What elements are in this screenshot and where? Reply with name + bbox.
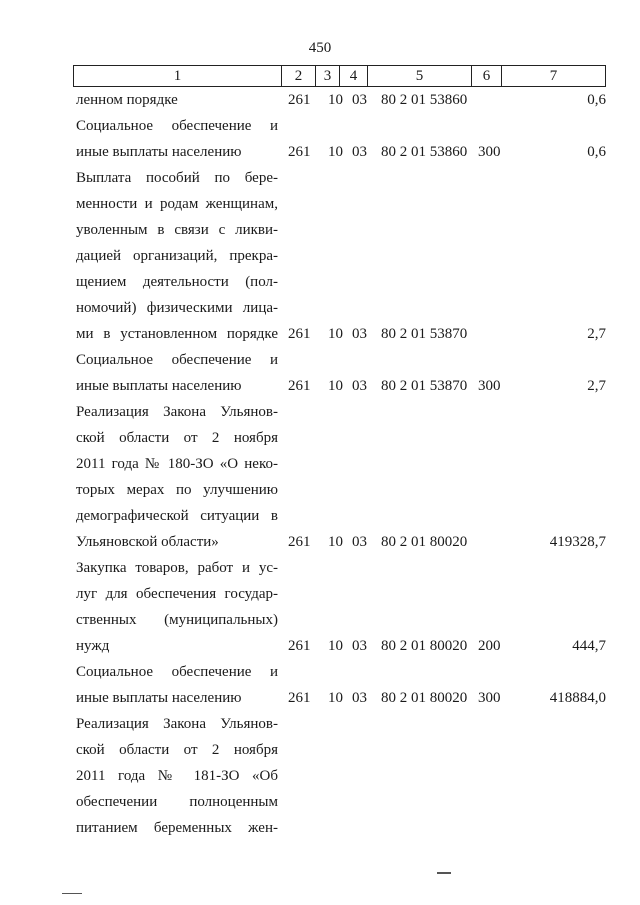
row-description-line: Социальное обеспечение и: [76, 352, 278, 368]
row-description-line: Социальное обеспечение и: [76, 664, 278, 680]
subsection-code-cell: 03: [352, 326, 367, 342]
row-description-line: Социальное обеспечение и: [76, 118, 278, 134]
table-row: [0, 659, 640, 711]
section-code-cell: 10: [328, 638, 343, 654]
table-row: [0, 347, 640, 399]
column-header-2: 2: [282, 66, 316, 87]
amount-cell: 444,7: [572, 638, 606, 654]
section-code-cell: 10: [328, 378, 343, 394]
table-row: [0, 711, 640, 841]
section-code-cell: 10: [328, 534, 343, 550]
amount-cell: 2,7: [587, 378, 606, 394]
column-header-7: 7: [502, 66, 606, 87]
row-description-line: номочий) физическими лица-: [76, 300, 278, 316]
row-description-line: нужд: [76, 638, 110, 654]
table-row: [0, 165, 640, 347]
row-description-line: обеспечении полноценным: [76, 794, 278, 810]
target-article-cell: 80 2 01 53860: [381, 144, 468, 160]
amount-cell: 0,6: [587, 144, 606, 160]
target-article-cell: 80 2 01 80020: [381, 690, 468, 706]
row-description-line: 2011 года № 181-ЗО «Об: [76, 768, 278, 784]
ministry-code-cell: 261: [288, 638, 311, 654]
row-description-line: менности и родам женщинам,: [76, 196, 278, 212]
ministry-code-cell: 261: [288, 92, 311, 108]
column-header-6: 6: [472, 66, 502, 87]
table-row: [0, 399, 640, 555]
ministry-code-cell: 261: [288, 326, 311, 342]
column-header-4: 4: [340, 66, 368, 87]
row-description-line: Закупка товаров, работ и ус-: [76, 560, 278, 576]
amount-cell: 0,6: [587, 92, 606, 108]
row-description-line: демографической ситуации в: [76, 508, 278, 524]
amount-cell: 419328,7: [549, 534, 606, 550]
row-description-line: иные выплаты населению: [76, 690, 242, 706]
row-description-line: 2011 года № 180-ЗО «О неко-: [76, 456, 278, 472]
subsection-code-cell: 03: [352, 378, 367, 394]
row-description-line: луг для обеспечения государ-: [76, 586, 278, 602]
scan-mark: [62, 893, 82, 894]
row-description-line: ленном порядке: [76, 92, 178, 108]
ministry-code-cell: 261: [288, 534, 311, 550]
subsection-code-cell: 03: [352, 144, 367, 160]
expense-type-cell: 300: [478, 144, 501, 160]
ministry-code-cell: 261: [288, 144, 311, 160]
subsection-code-cell: 03: [352, 690, 367, 706]
column-header-1: 1: [74, 66, 282, 87]
row-description-line: ственных (муниципальных): [76, 612, 278, 628]
column-header-3: 3: [316, 66, 340, 87]
target-article-cell: 80 2 01 53870: [381, 378, 468, 394]
row-description-line: Реализация Закона Ульянов-: [76, 404, 278, 420]
amount-cell: 418884,0: [549, 690, 606, 706]
table-row: [0, 113, 640, 165]
row-description-line: иные выплаты населению: [76, 378, 242, 394]
target-article-cell: 80 2 01 80020: [381, 534, 468, 550]
row-description-line: Выплата пособий по бере-: [76, 170, 278, 186]
row-description-line: ской области от 2 ноября: [76, 742, 278, 758]
row-description-line: уволенным в связи с ликви-: [76, 222, 278, 238]
page-number: 450: [308, 40, 332, 56]
amount-cell: 2,7: [587, 326, 606, 342]
row-description-line: иные выплаты населению: [76, 144, 242, 160]
target-article-cell: 80 2 01 80020: [381, 638, 468, 654]
subsection-code-cell: 03: [352, 92, 367, 108]
expense-type-cell: 300: [478, 378, 501, 394]
scan-mark: [437, 872, 451, 874]
section-code-cell: 10: [328, 92, 343, 108]
row-description-line: ми в установленном порядке: [76, 326, 278, 342]
expense-type-cell: 300: [478, 690, 501, 706]
expense-type-cell: 200: [478, 638, 501, 654]
column-header-table: [73, 65, 606, 87]
row-description-line: щением деятельности (пол-: [76, 274, 278, 290]
column-header-5: 5: [368, 66, 472, 87]
row-description-line: питанием беременных жен-: [76, 820, 278, 836]
row-description-line: Ульяновской области»: [76, 534, 219, 550]
ministry-code-cell: 261: [288, 690, 311, 706]
row-description-line: ской области от 2 ноября: [76, 430, 278, 446]
ministry-code-cell: 261: [288, 378, 311, 394]
row-description-line: Реализация Закона Ульянов-: [76, 716, 278, 732]
target-article-cell: 80 2 01 53870: [381, 326, 468, 342]
section-code-cell: 10: [328, 690, 343, 706]
table-row: [0, 555, 640, 659]
section-code-cell: 10: [328, 326, 343, 342]
budget-table-body: [0, 87, 640, 841]
row-description-line: торых мерах по улучшению: [76, 482, 278, 498]
row-description-line: дацией организаций, прекра-: [76, 248, 278, 264]
target-article-cell: 80 2 01 53860: [381, 92, 468, 108]
section-code-cell: 10: [328, 144, 343, 160]
subsection-code-cell: 03: [352, 638, 367, 654]
table-row: [0, 87, 640, 113]
subsection-code-cell: 03: [352, 534, 367, 550]
